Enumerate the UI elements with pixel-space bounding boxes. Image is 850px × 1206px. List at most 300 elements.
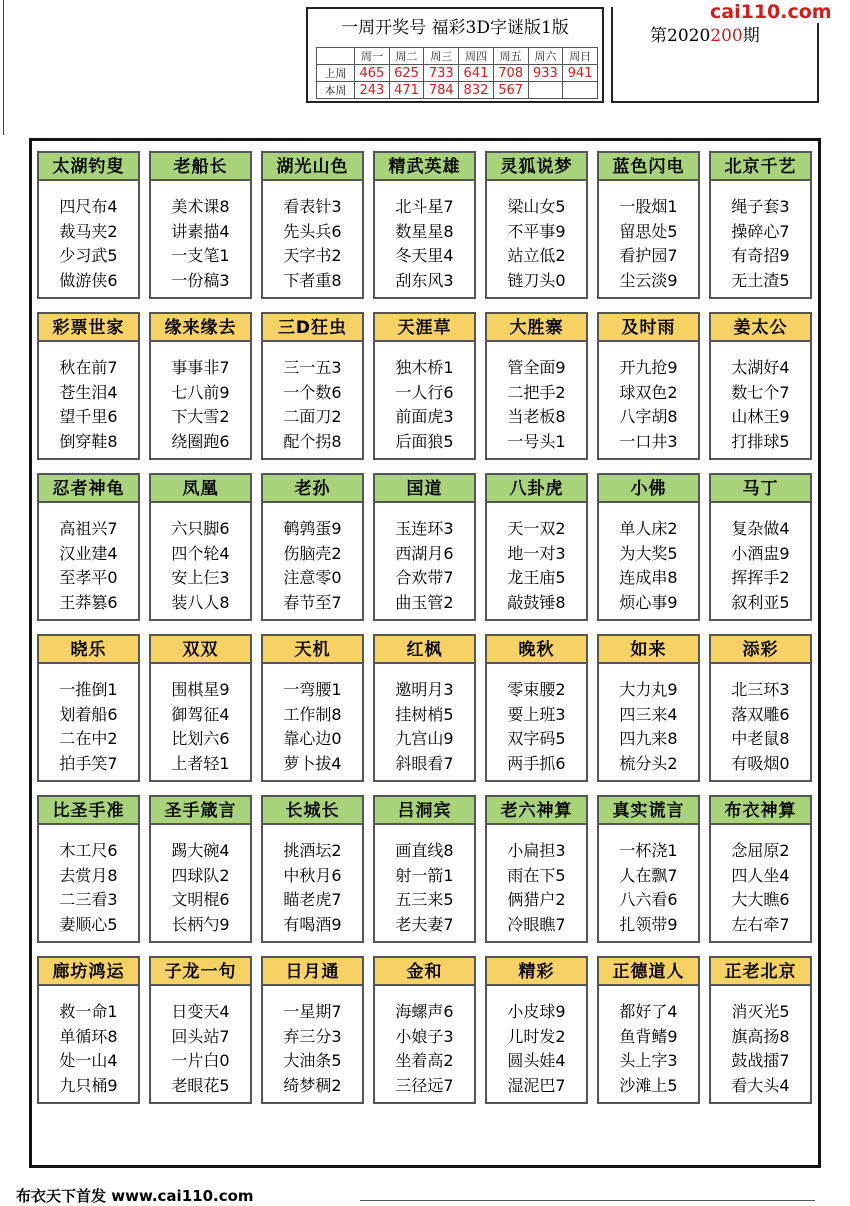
puzzle-card bbox=[37, 795, 140, 943]
puzzle-card bbox=[485, 151, 588, 299]
puzzle-card bbox=[261, 795, 364, 943]
clue-line: 萝卜拔4 bbox=[283, 753, 342, 773]
card-clues bbox=[263, 986, 362, 1098]
puzzle-card bbox=[261, 312, 364, 460]
clue-line: 有喝酒9 bbox=[283, 914, 342, 934]
this-week-row bbox=[317, 82, 598, 99]
card-title: 双双 bbox=[151, 636, 250, 664]
clue-line: 龙王庙5 bbox=[507, 568, 566, 587]
card-clues bbox=[711, 664, 810, 776]
clue-line: 小酒盅9 bbox=[731, 543, 790, 563]
puzzle-card bbox=[485, 634, 588, 782]
card-clues bbox=[487, 664, 586, 776]
card-title: 大胜寨 bbox=[487, 314, 586, 342]
card-clues bbox=[375, 664, 474, 776]
clue-line: 七八前9 bbox=[171, 382, 230, 402]
clue-line: 双字码5 bbox=[507, 729, 566, 748]
card-title: 红枫 bbox=[375, 636, 474, 664]
clue-line: 倒穿鞋8 bbox=[59, 431, 118, 451]
clue-line: 不平事9 bbox=[507, 221, 566, 241]
clue-line: 小扁担3 bbox=[507, 841, 566, 860]
last-week-row bbox=[317, 65, 598, 82]
card-title: 布衣神算 bbox=[711, 797, 810, 825]
clue-line: 单人床2 bbox=[619, 519, 678, 538]
period-prefix: 第2020 bbox=[650, 26, 711, 46]
result-cell bbox=[528, 82, 563, 99]
puzzle-card bbox=[597, 795, 700, 943]
card-title: 比圣手准 bbox=[39, 797, 138, 825]
clue-line: 人在飘7 bbox=[619, 865, 678, 885]
clue-line: 一弯腰1 bbox=[283, 680, 342, 699]
result-cell: 471 bbox=[389, 82, 424, 99]
clue-line: 御驾征4 bbox=[171, 704, 230, 724]
clue-line: 北三环3 bbox=[731, 680, 790, 699]
clue-line: 裁马夹2 bbox=[59, 221, 118, 241]
clue-line: 妻顺心5 bbox=[59, 914, 118, 934]
card-clues bbox=[39, 664, 138, 776]
clue-line: 一星期7 bbox=[283, 1002, 342, 1021]
clue-line: 天一双2 bbox=[507, 519, 566, 538]
card-clues bbox=[39, 342, 138, 454]
clue-line: 斜眼看7 bbox=[395, 753, 454, 773]
clue-line: 留思处5 bbox=[619, 221, 678, 241]
clue-line: 单循环8 bbox=[59, 1026, 118, 1046]
clue-line: 救一命1 bbox=[59, 1002, 118, 1021]
clue-line: 一股烟1 bbox=[619, 197, 678, 216]
card-title: 晓乐 bbox=[39, 636, 138, 664]
clue-line: 配个拐8 bbox=[283, 431, 342, 451]
card-title: 天涯草 bbox=[375, 314, 474, 342]
clue-line: 讲素描4 bbox=[171, 221, 230, 241]
puzzle-card bbox=[373, 634, 476, 782]
card-title: 子龙一句 bbox=[151, 958, 250, 986]
card-title: 精武英雄 bbox=[375, 153, 474, 181]
clue-line: 六只脚6 bbox=[171, 519, 230, 538]
clue-line: 复杂做4 bbox=[731, 519, 790, 538]
card-clues bbox=[711, 342, 810, 454]
clue-line: 文明棍6 bbox=[171, 890, 230, 909]
clue-line: 秋在前7 bbox=[59, 358, 118, 377]
puzzle-card bbox=[373, 956, 476, 1104]
period-number: 200 bbox=[710, 26, 743, 46]
left-edge-line bbox=[3, 0, 4, 135]
result-cell bbox=[563, 82, 598, 99]
clue-line: 王莽篡6 bbox=[59, 592, 118, 612]
clue-line: 连成串8 bbox=[619, 568, 678, 587]
clue-line: 前面虎3 bbox=[395, 407, 454, 426]
footer-line bbox=[360, 1200, 815, 1201]
result-cell: 465 bbox=[355, 65, 390, 82]
clue-line: 八字胡8 bbox=[619, 407, 678, 426]
clue-line: 鱼背鳍9 bbox=[619, 1026, 678, 1046]
card-clues bbox=[375, 825, 474, 937]
clue-line: 湿泥巴7 bbox=[507, 1075, 566, 1095]
clue-line: 绳子套3 bbox=[731, 197, 790, 216]
clue-line: 踢大碗4 bbox=[171, 841, 230, 860]
clue-line: 围棋星9 bbox=[171, 680, 230, 699]
result-cell: 708 bbox=[493, 65, 528, 82]
card-clues bbox=[375, 503, 474, 615]
card-clues bbox=[151, 503, 250, 615]
puzzle-card bbox=[261, 473, 364, 621]
clue-line: 两手抓6 bbox=[507, 753, 566, 773]
puzzle-card bbox=[149, 795, 252, 943]
clue-line: 注意零0 bbox=[283, 568, 342, 587]
clue-line: 合欢带7 bbox=[395, 568, 454, 587]
clue-line: 当老板8 bbox=[507, 407, 566, 426]
card-clues bbox=[599, 664, 698, 776]
card-clues bbox=[263, 825, 362, 937]
puzzle-card bbox=[709, 312, 812, 460]
clue-line: 做游侠6 bbox=[59, 270, 118, 290]
clue-line: 站立低2 bbox=[507, 246, 566, 265]
card-title: 湖光山色 bbox=[263, 153, 362, 181]
card-clues bbox=[151, 986, 250, 1098]
clue-line: 一人行6 bbox=[395, 382, 454, 402]
clue-line: 坐着高2 bbox=[395, 1051, 454, 1070]
card-clues bbox=[375, 181, 474, 293]
weekday-cell: 周五 bbox=[493, 48, 528, 65]
clue-line: 西湖月6 bbox=[395, 543, 454, 563]
clue-line: 叙利亚5 bbox=[731, 592, 790, 612]
clue-line: 美术课8 bbox=[171, 197, 230, 216]
clue-line: 一支笔1 bbox=[171, 246, 230, 265]
clue-line: 海螺声6 bbox=[395, 1002, 454, 1021]
period-suffix: 期 bbox=[742, 26, 760, 46]
card-title: 姜太公 bbox=[711, 314, 810, 342]
puzzle-card bbox=[597, 151, 700, 299]
card-clues bbox=[39, 986, 138, 1098]
card-clues bbox=[599, 503, 698, 615]
puzzle-card bbox=[373, 795, 476, 943]
clue-line: 冷眼瞧7 bbox=[507, 914, 566, 934]
clue-line: 山林王9 bbox=[731, 407, 790, 426]
card-title: 灵狐说梦 bbox=[487, 153, 586, 181]
clue-line: 三径远7 bbox=[395, 1075, 454, 1095]
puzzle-card bbox=[261, 151, 364, 299]
card-clues bbox=[39, 825, 138, 937]
card-title: 老船长 bbox=[151, 153, 250, 181]
clue-line: 曲玉管2 bbox=[395, 592, 454, 612]
card-clues bbox=[711, 825, 810, 937]
card-title: 八卦虎 bbox=[487, 475, 586, 503]
row-label: 本周 bbox=[317, 82, 355, 99]
clue-line: 看大头4 bbox=[731, 1075, 790, 1095]
clue-line: 日变天4 bbox=[171, 1002, 230, 1021]
result-cell: 832 bbox=[459, 82, 494, 99]
clue-line: 链刀头0 bbox=[507, 270, 566, 290]
clue-line: 都好了4 bbox=[619, 1002, 678, 1021]
clue-line: 汉业建4 bbox=[59, 543, 118, 563]
clue-line: 有奇招9 bbox=[731, 246, 790, 265]
clue-line: 管全面9 bbox=[507, 358, 566, 377]
card-clues bbox=[151, 825, 250, 937]
clue-line: 三一五3 bbox=[283, 358, 342, 377]
card-title: 彩票世家 bbox=[39, 314, 138, 342]
puzzle-card bbox=[373, 312, 476, 460]
result-cell: 933 bbox=[528, 65, 563, 82]
clue-line: 一号头1 bbox=[507, 431, 566, 451]
clue-line: 玉连环3 bbox=[395, 519, 454, 538]
card-clues bbox=[487, 503, 586, 615]
clue-line: 木工尺6 bbox=[59, 841, 118, 860]
card-title: 马丁 bbox=[711, 475, 810, 503]
clue-line: 二面刀2 bbox=[283, 407, 342, 426]
result-cell: 625 bbox=[389, 65, 424, 82]
card-clues bbox=[263, 181, 362, 293]
clue-line: 鹌鹑蛋9 bbox=[283, 519, 342, 538]
card-clues bbox=[263, 342, 362, 454]
draw-results-header bbox=[306, 7, 604, 103]
clue-line: 邀明月3 bbox=[395, 680, 454, 699]
result-cell: 243 bbox=[355, 82, 390, 99]
clue-line: 大油条5 bbox=[283, 1051, 342, 1070]
clue-line: 沙滩上5 bbox=[619, 1075, 678, 1095]
card-title: 小佛 bbox=[599, 475, 698, 503]
puzzle-card bbox=[373, 473, 476, 621]
clue-line: 打排球5 bbox=[731, 431, 790, 451]
puzzle-card bbox=[709, 956, 812, 1104]
clue-line: 一片白0 bbox=[171, 1051, 230, 1070]
result-cell: 641 bbox=[459, 65, 494, 82]
clue-line: 二把手2 bbox=[507, 382, 566, 402]
puzzle-card bbox=[709, 795, 812, 943]
clue-line: 挑酒坛2 bbox=[283, 841, 342, 860]
card-title: 真实谎言 bbox=[599, 797, 698, 825]
clue-line: 太湖好4 bbox=[731, 358, 790, 377]
clue-line: 上者轻1 bbox=[171, 753, 230, 773]
clue-line: 二在中2 bbox=[59, 729, 118, 748]
clue-line: 要上班3 bbox=[507, 704, 566, 724]
card-title: 天机 bbox=[263, 636, 362, 664]
weekday-cell: 周三 bbox=[424, 48, 459, 65]
clue-line: 安上仨3 bbox=[171, 568, 230, 587]
clue-line: 大大瞧6 bbox=[731, 890, 790, 909]
clue-line: 为大奖5 bbox=[619, 543, 678, 563]
card-title: 凤凰 bbox=[151, 475, 250, 503]
card-title: 日月通 bbox=[263, 958, 362, 986]
clue-line: 下大雪2 bbox=[171, 407, 230, 426]
weekday-cell: 周一 bbox=[355, 48, 390, 65]
puzzle-card bbox=[37, 473, 140, 621]
card-clues bbox=[39, 503, 138, 615]
clue-line: 弃三分3 bbox=[283, 1026, 342, 1046]
puzzle-card bbox=[261, 956, 364, 1104]
footer-credit: 布衣天下首发 www.cai110.com bbox=[16, 1187, 254, 1205]
clue-line: 大力丸9 bbox=[619, 680, 678, 699]
puzzle-card bbox=[373, 151, 476, 299]
clue-line: 梳分头2 bbox=[619, 753, 678, 773]
clue-line: 九只桶9 bbox=[59, 1075, 118, 1095]
card-title: 太湖钓叟 bbox=[39, 153, 138, 181]
card-title: 正老北京 bbox=[711, 958, 810, 986]
card-clues bbox=[151, 664, 250, 776]
clue-line: 球双色2 bbox=[619, 382, 678, 402]
clue-line: 划着船6 bbox=[59, 704, 118, 724]
result-cell: 941 bbox=[563, 65, 598, 82]
card-clues bbox=[375, 986, 474, 1098]
puzzle-card bbox=[149, 473, 252, 621]
card-title: 吕洞宾 bbox=[375, 797, 474, 825]
clue-line: 长柄勺9 bbox=[171, 914, 230, 934]
card-clues bbox=[599, 181, 698, 293]
card-clues bbox=[487, 342, 586, 454]
puzzle-card bbox=[597, 473, 700, 621]
clue-line: 瞄老虎7 bbox=[283, 890, 342, 909]
result-cell: 733 bbox=[424, 65, 459, 82]
clue-line: 一推倒1 bbox=[59, 680, 118, 699]
clue-line: 四球队2 bbox=[171, 865, 230, 885]
card-clues bbox=[599, 825, 698, 937]
clue-line: 北斗星7 bbox=[395, 197, 454, 216]
card-clues bbox=[263, 503, 362, 615]
puzzle-card bbox=[37, 151, 140, 299]
clue-line: 有吸烟0 bbox=[731, 753, 790, 773]
clue-line: 四九来8 bbox=[619, 729, 678, 748]
clue-line: 冬天里4 bbox=[395, 246, 454, 265]
clue-line: 扎领带9 bbox=[619, 914, 678, 934]
clue-line: 拍手笑7 bbox=[59, 753, 118, 773]
clue-line: 比划六6 bbox=[171, 729, 230, 748]
clue-line: 四三来4 bbox=[619, 704, 678, 724]
card-title: 如来 bbox=[599, 636, 698, 664]
clue-line: 二三看3 bbox=[59, 890, 118, 909]
card-clues bbox=[711, 503, 810, 615]
clue-line: 后面狼5 bbox=[395, 431, 454, 451]
clue-line: 一口井3 bbox=[619, 431, 678, 451]
clue-line: 圆头娃4 bbox=[507, 1051, 566, 1070]
clue-line: 去赏月8 bbox=[59, 865, 118, 885]
puzzle-card bbox=[709, 473, 812, 621]
result-cell: 784 bbox=[424, 82, 459, 99]
clue-line: 高祖兴7 bbox=[59, 519, 118, 538]
card-clues bbox=[487, 986, 586, 1098]
card-title: 精彩 bbox=[487, 958, 586, 986]
weekly-results-table bbox=[316, 47, 598, 99]
card-title: 长城长 bbox=[263, 797, 362, 825]
puzzle-card bbox=[37, 312, 140, 460]
clue-line: 事事非7 bbox=[171, 358, 230, 377]
clue-line: 老夫妻7 bbox=[395, 914, 454, 934]
clue-line: 四人坐4 bbox=[731, 865, 790, 885]
clue-line: 靠心边0 bbox=[283, 729, 342, 748]
clue-line: 中老鼠8 bbox=[731, 729, 790, 748]
card-title: 忍者神龟 bbox=[39, 475, 138, 503]
card-clues bbox=[151, 342, 250, 454]
clue-line: 敲鼓锤8 bbox=[507, 592, 566, 612]
puzzle-card bbox=[37, 956, 140, 1104]
clue-line: 雨在下5 bbox=[507, 865, 566, 885]
clue-line: 八六看6 bbox=[619, 890, 678, 909]
weekday-header-row bbox=[317, 48, 598, 65]
card-title: 蓝色闪电 bbox=[599, 153, 698, 181]
clue-line: 挂树梢5 bbox=[395, 704, 454, 724]
card-clues bbox=[151, 181, 250, 293]
clue-line: 春节至7 bbox=[283, 592, 342, 612]
clue-line: 看护园7 bbox=[619, 246, 678, 265]
card-title: 及时雨 bbox=[599, 314, 698, 342]
puzzle-card bbox=[149, 151, 252, 299]
clue-line: 下者重8 bbox=[283, 270, 342, 290]
weekday-cell: 周二 bbox=[389, 48, 424, 65]
clue-line: 射一箭1 bbox=[395, 865, 454, 885]
clue-line: 头上字3 bbox=[619, 1051, 678, 1070]
puzzle-card bbox=[709, 634, 812, 782]
clue-line: 一杯浇1 bbox=[619, 841, 678, 860]
clue-line: 念屈原2 bbox=[731, 841, 790, 860]
card-clues bbox=[39, 181, 138, 293]
clue-line: 装八人8 bbox=[171, 592, 230, 612]
clue-line: 四个轮4 bbox=[171, 543, 230, 563]
weekday-cell: 周四 bbox=[459, 48, 494, 65]
puzzle-card bbox=[485, 312, 588, 460]
card-title: 老六神算 bbox=[487, 797, 586, 825]
puzzle-card bbox=[261, 634, 364, 782]
clue-line: 九宫山9 bbox=[395, 729, 454, 748]
clue-line: 无土渣5 bbox=[731, 270, 790, 290]
clue-line: 绕圈跑6 bbox=[171, 431, 230, 451]
clue-line: 少习武5 bbox=[59, 246, 118, 265]
clue-line: 至孝平0 bbox=[59, 568, 118, 587]
clue-line: 天字书2 bbox=[283, 246, 342, 265]
clue-line: 小皮球9 bbox=[507, 1002, 566, 1021]
card-clues bbox=[487, 181, 586, 293]
clue-line: 绮梦稠2 bbox=[283, 1075, 342, 1095]
clue-line: 地一对3 bbox=[507, 543, 566, 563]
puzzle-card bbox=[485, 956, 588, 1104]
site-watermark: cai110.com bbox=[706, 1, 836, 23]
corner-cell bbox=[317, 48, 355, 65]
card-title: 老孙 bbox=[263, 475, 362, 503]
clue-line: 消灭光5 bbox=[731, 1002, 790, 1021]
puzzle-card bbox=[485, 473, 588, 621]
clue-line: 处一山4 bbox=[59, 1051, 118, 1070]
puzzle-card bbox=[37, 634, 140, 782]
puzzle-card bbox=[149, 312, 252, 460]
clue-line: 刮东风3 bbox=[395, 270, 454, 290]
puzzle-card bbox=[149, 956, 252, 1104]
clue-line: 五三来5 bbox=[395, 890, 454, 909]
result-cell: 567 bbox=[493, 82, 528, 99]
clue-line: 操碎心7 bbox=[731, 221, 790, 241]
clue-line: 挥挥手2 bbox=[731, 568, 790, 587]
clue-line: 儿时发2 bbox=[507, 1026, 566, 1046]
puzzle-card bbox=[149, 634, 252, 782]
card-clues bbox=[711, 986, 810, 1098]
card-title: 北京千艺 bbox=[711, 153, 810, 181]
clue-line: 数七个7 bbox=[731, 382, 790, 402]
clue-line: 鼓战擂7 bbox=[731, 1051, 790, 1070]
card-title: 添彩 bbox=[711, 636, 810, 664]
puzzle-card-grid bbox=[37, 151, 812, 1104]
card-clues bbox=[711, 181, 810, 293]
clue-line: 俩猎户2 bbox=[507, 890, 566, 909]
clue-line: 尘云淡9 bbox=[619, 270, 678, 290]
card-title: 国道 bbox=[375, 475, 474, 503]
clue-line: 回头站7 bbox=[171, 1026, 230, 1046]
clue-line: 开九抢9 bbox=[619, 358, 678, 377]
puzzle-card bbox=[597, 634, 700, 782]
clue-line: 落双雕6 bbox=[731, 704, 790, 724]
card-clues bbox=[599, 342, 698, 454]
clue-line: 左右牵7 bbox=[731, 914, 790, 934]
clue-line: 烦心事9 bbox=[619, 592, 678, 612]
clue-line: 一个数6 bbox=[283, 382, 342, 402]
clue-line: 四尺布4 bbox=[59, 197, 118, 216]
card-title: 圣手箴言 bbox=[151, 797, 250, 825]
clue-line: 零束腰2 bbox=[507, 680, 566, 699]
clue-line: 梁山女5 bbox=[507, 197, 566, 216]
